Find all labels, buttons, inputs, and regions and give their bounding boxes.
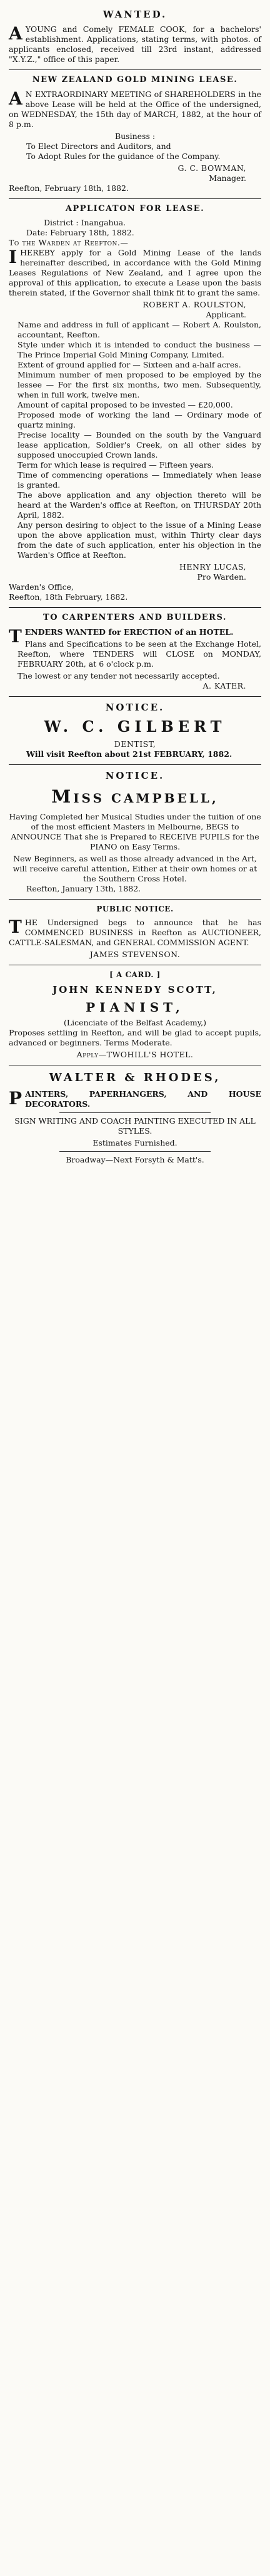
ad-tenders-hotel xyxy=(9,608,261,697)
ad-heading: TO CARPENTERS AND BUILDERS. xyxy=(43,613,227,623)
ad-body xyxy=(9,248,261,298)
teacher-name-text: ISS CAMPBELL, xyxy=(73,791,219,806)
ad-body xyxy=(9,918,261,948)
date: Date: February 18th, 1882. xyxy=(26,228,134,238)
lease-item: Name and address in full of applicant — Robert A. Roulston, accountant, Reefton. xyxy=(18,320,261,340)
ad-text: HEREBY apply for a Gold Mining Lease of the lands hereinafter described, in accordance with the Gold Mining Leases Regulations of New Zealand, and I agree upon the approval of this application, to execute a Lease upon the basis therein stated, if the Governor shall think fit to grant the same. xyxy=(9,248,261,298)
ad-text: N EXTRAORDINARY MEETING of SHAREHOLDERS in the above Lease will be held at the Office of the undersigned, on WEDNESDAY, the 15th day of MARCH, 1882, at the hour of 8 p.m. xyxy=(9,89,261,129)
business-item: To Elect Directors and Auditors, and xyxy=(26,141,171,151)
ad-body xyxy=(9,24,261,64)
lease-item: Term for which lease is required — Fifteen years. xyxy=(18,460,214,470)
drop-cap: T xyxy=(9,916,22,938)
ad-wanted-cook xyxy=(9,4,261,70)
lease-item: Any person desiring to object to the issue of a Mining Lease upon the above application must, within Thirty clear days from the date of such application, enter his objection in the Warden's Office at Reefton. xyxy=(18,520,261,560)
lease-item: Style under which it is intended to conduct the business — The Prince Imperial Gold Mining Company, Limited. xyxy=(18,340,261,360)
dentist-name: W. C. GILBERT xyxy=(44,717,226,736)
signer-name: JAMES STEVENSON. xyxy=(89,950,181,960)
ad-body xyxy=(9,1089,261,1109)
lease-item: Precise locality — Bounded on the south by the Vanguard lease application, Soldier's Creek, on all other sides by supposed unoccupied Crown lands. xyxy=(18,430,261,460)
lease-item: The above application and any objection thereto will be heard at the Warden's office at Reefton, on THURSDAY 20th April, 1882. xyxy=(18,490,261,520)
lease-item: Amount of capital proposed to be invested — £20,000. xyxy=(18,400,233,410)
ad-walter-rhodes xyxy=(9,1065,261,1169)
ad-heading: NEW ZEALAND GOLD MINING LEASE. xyxy=(32,75,238,85)
ad-heading: NOTICE. xyxy=(105,769,165,781)
dateline: Reefton, January 13th, 1882. xyxy=(26,883,141,893)
pianist-role: PIANIST, xyxy=(86,999,184,1015)
drop-cap: A xyxy=(9,23,22,44)
ad-notice-piano-teacher xyxy=(9,765,261,900)
divider xyxy=(59,1151,211,1152)
ad-gold-mining-meeting xyxy=(9,70,261,199)
lease-item: Minimum number of men proposed to be employed by the lessee — For the first six months, two men. Subsequently, when in full work, twelve men. xyxy=(18,370,261,400)
warden-office: Warden's Office, xyxy=(9,582,74,592)
ad-heading: PUBLIC NOTICE. xyxy=(96,904,174,913)
signer-name: A. KATER. xyxy=(202,681,246,691)
divider xyxy=(59,1112,211,1113)
ad-text: AINTERS, PAPERHANGERS, AND HOUSE DECORATORS. xyxy=(25,1089,261,1109)
ad-heading: WANTED. xyxy=(102,9,168,20)
ad-text: ENDERS WANTED for ERECTION of an HOTEL. xyxy=(24,627,234,637)
dateline: Reefton, February 18th, 1882. xyxy=(9,183,129,193)
ad-public-notice xyxy=(9,900,261,965)
applicant-signature: ROBERT A. ROULSTON, xyxy=(142,300,246,310)
ad-text: Plans and Specifications to be seen at the Exchange Hotel, Reefton, where TENDERS will CLOSE on MONDAY, FEBRUARY 20th, at 6 o'clock p.m. xyxy=(18,639,261,669)
ad-card-pianist xyxy=(9,965,261,1065)
applicant-role: Applicant. xyxy=(206,310,246,320)
dentist-role: DENTIST, xyxy=(114,739,156,749)
apply-line: Apply—TWOHILL'S HOTEL. xyxy=(76,1050,194,1060)
drop-cap: I xyxy=(9,247,18,268)
ad-text: YOUNG and Comely FEMALE COOK, for a bachelors' establishment. Applications, stating terms, with photos. of applicants enclosed, received till 23rd instant, addressed "X.Y.Z.," office of this paper. xyxy=(9,24,261,64)
ad-body xyxy=(9,626,261,647)
drop-cap: T xyxy=(9,626,22,647)
ad-text: Having Completed her Musical Studies under the tuition of one of the most efficient Masters in Melbourne, BEGS to ANNOUNCE That she is Prepared to RECEIVE PUPILS for the PIANO on Easy Terms. xyxy=(9,811,261,851)
drop-cap: P xyxy=(9,1087,22,1109)
ad-text: HE Undersigned begs to announce that he has COMMENCED BUSINESS in Reefton as AUCTIONEER, CATTLE-SALESMAN, and GENERAL COMMISSION AGENT. xyxy=(9,918,261,948)
newspaper-column xyxy=(9,0,261,1170)
ad-body xyxy=(9,90,261,130)
business-item: To Adopt Rules for the guidance of the Company. xyxy=(26,151,221,161)
ad-text: (Licenciate of the Belfast Academy,) xyxy=(63,1018,207,1028)
lease-item: Proposed mode of working the land — Ordinary mode of quartz mining. xyxy=(18,410,261,430)
lease-item: Extent of ground applied for — Sixteen and a-half acres. xyxy=(18,360,241,370)
warden-signature: HENRY LUCAS, xyxy=(179,562,246,572)
drop-cap: M xyxy=(51,786,74,808)
address-line: Broadway—Next Forsyth & Matt's. xyxy=(66,1154,204,1164)
ad-lease-application xyxy=(9,199,261,608)
ad-text: The lowest or any tender not necessarily accepted. xyxy=(18,671,220,681)
ad-text: Will visit Reefton about 21st FEBRUARY, 1882. xyxy=(26,749,232,759)
ad-heading: NOTICE. xyxy=(105,702,165,714)
addressee: To the Warden at Reefton.— xyxy=(9,238,129,248)
dateline: Reefton, 18th February, 1882. xyxy=(9,592,128,602)
lease-item: Time of commencing operations — Immediately when lease is granted. xyxy=(18,470,261,490)
ad-text: New Beginners, as well as those already advanced in the Art, will receive careful attention, Either at their own homes or at the Southern Cross Hotel. xyxy=(12,853,258,883)
signer-role: Manager. xyxy=(209,173,246,183)
ad-heading: [ A CARD. ] xyxy=(109,970,161,980)
pianist-name: JOHN KENNEDY SCOTT, xyxy=(52,983,218,995)
district: District : Inangahua. xyxy=(44,218,126,228)
ad-notice-dentist xyxy=(9,697,261,765)
ad-text: SIGN WRITING AND COACH PAINTING EXECUTED IN ALL STYLES. xyxy=(14,1116,256,1136)
ad-text: Estimates Furnished. xyxy=(92,1137,178,1147)
drop-cap: A xyxy=(9,88,22,109)
ad-heading: APPLICATON FOR LEASE. xyxy=(65,203,205,213)
ad-text: Proposes settling in Reefton, and will be glad to accept pupils, advanced or beginners. Terms Moderate. xyxy=(9,1028,261,1048)
warden-role: Pro Warden. xyxy=(197,572,246,582)
business-label: Business : xyxy=(114,131,156,141)
signer-name: G. C. BOWMAN, xyxy=(178,163,246,173)
firm-name: WALTER & RHODES, xyxy=(49,1071,221,1085)
teacher-name xyxy=(9,786,261,808)
